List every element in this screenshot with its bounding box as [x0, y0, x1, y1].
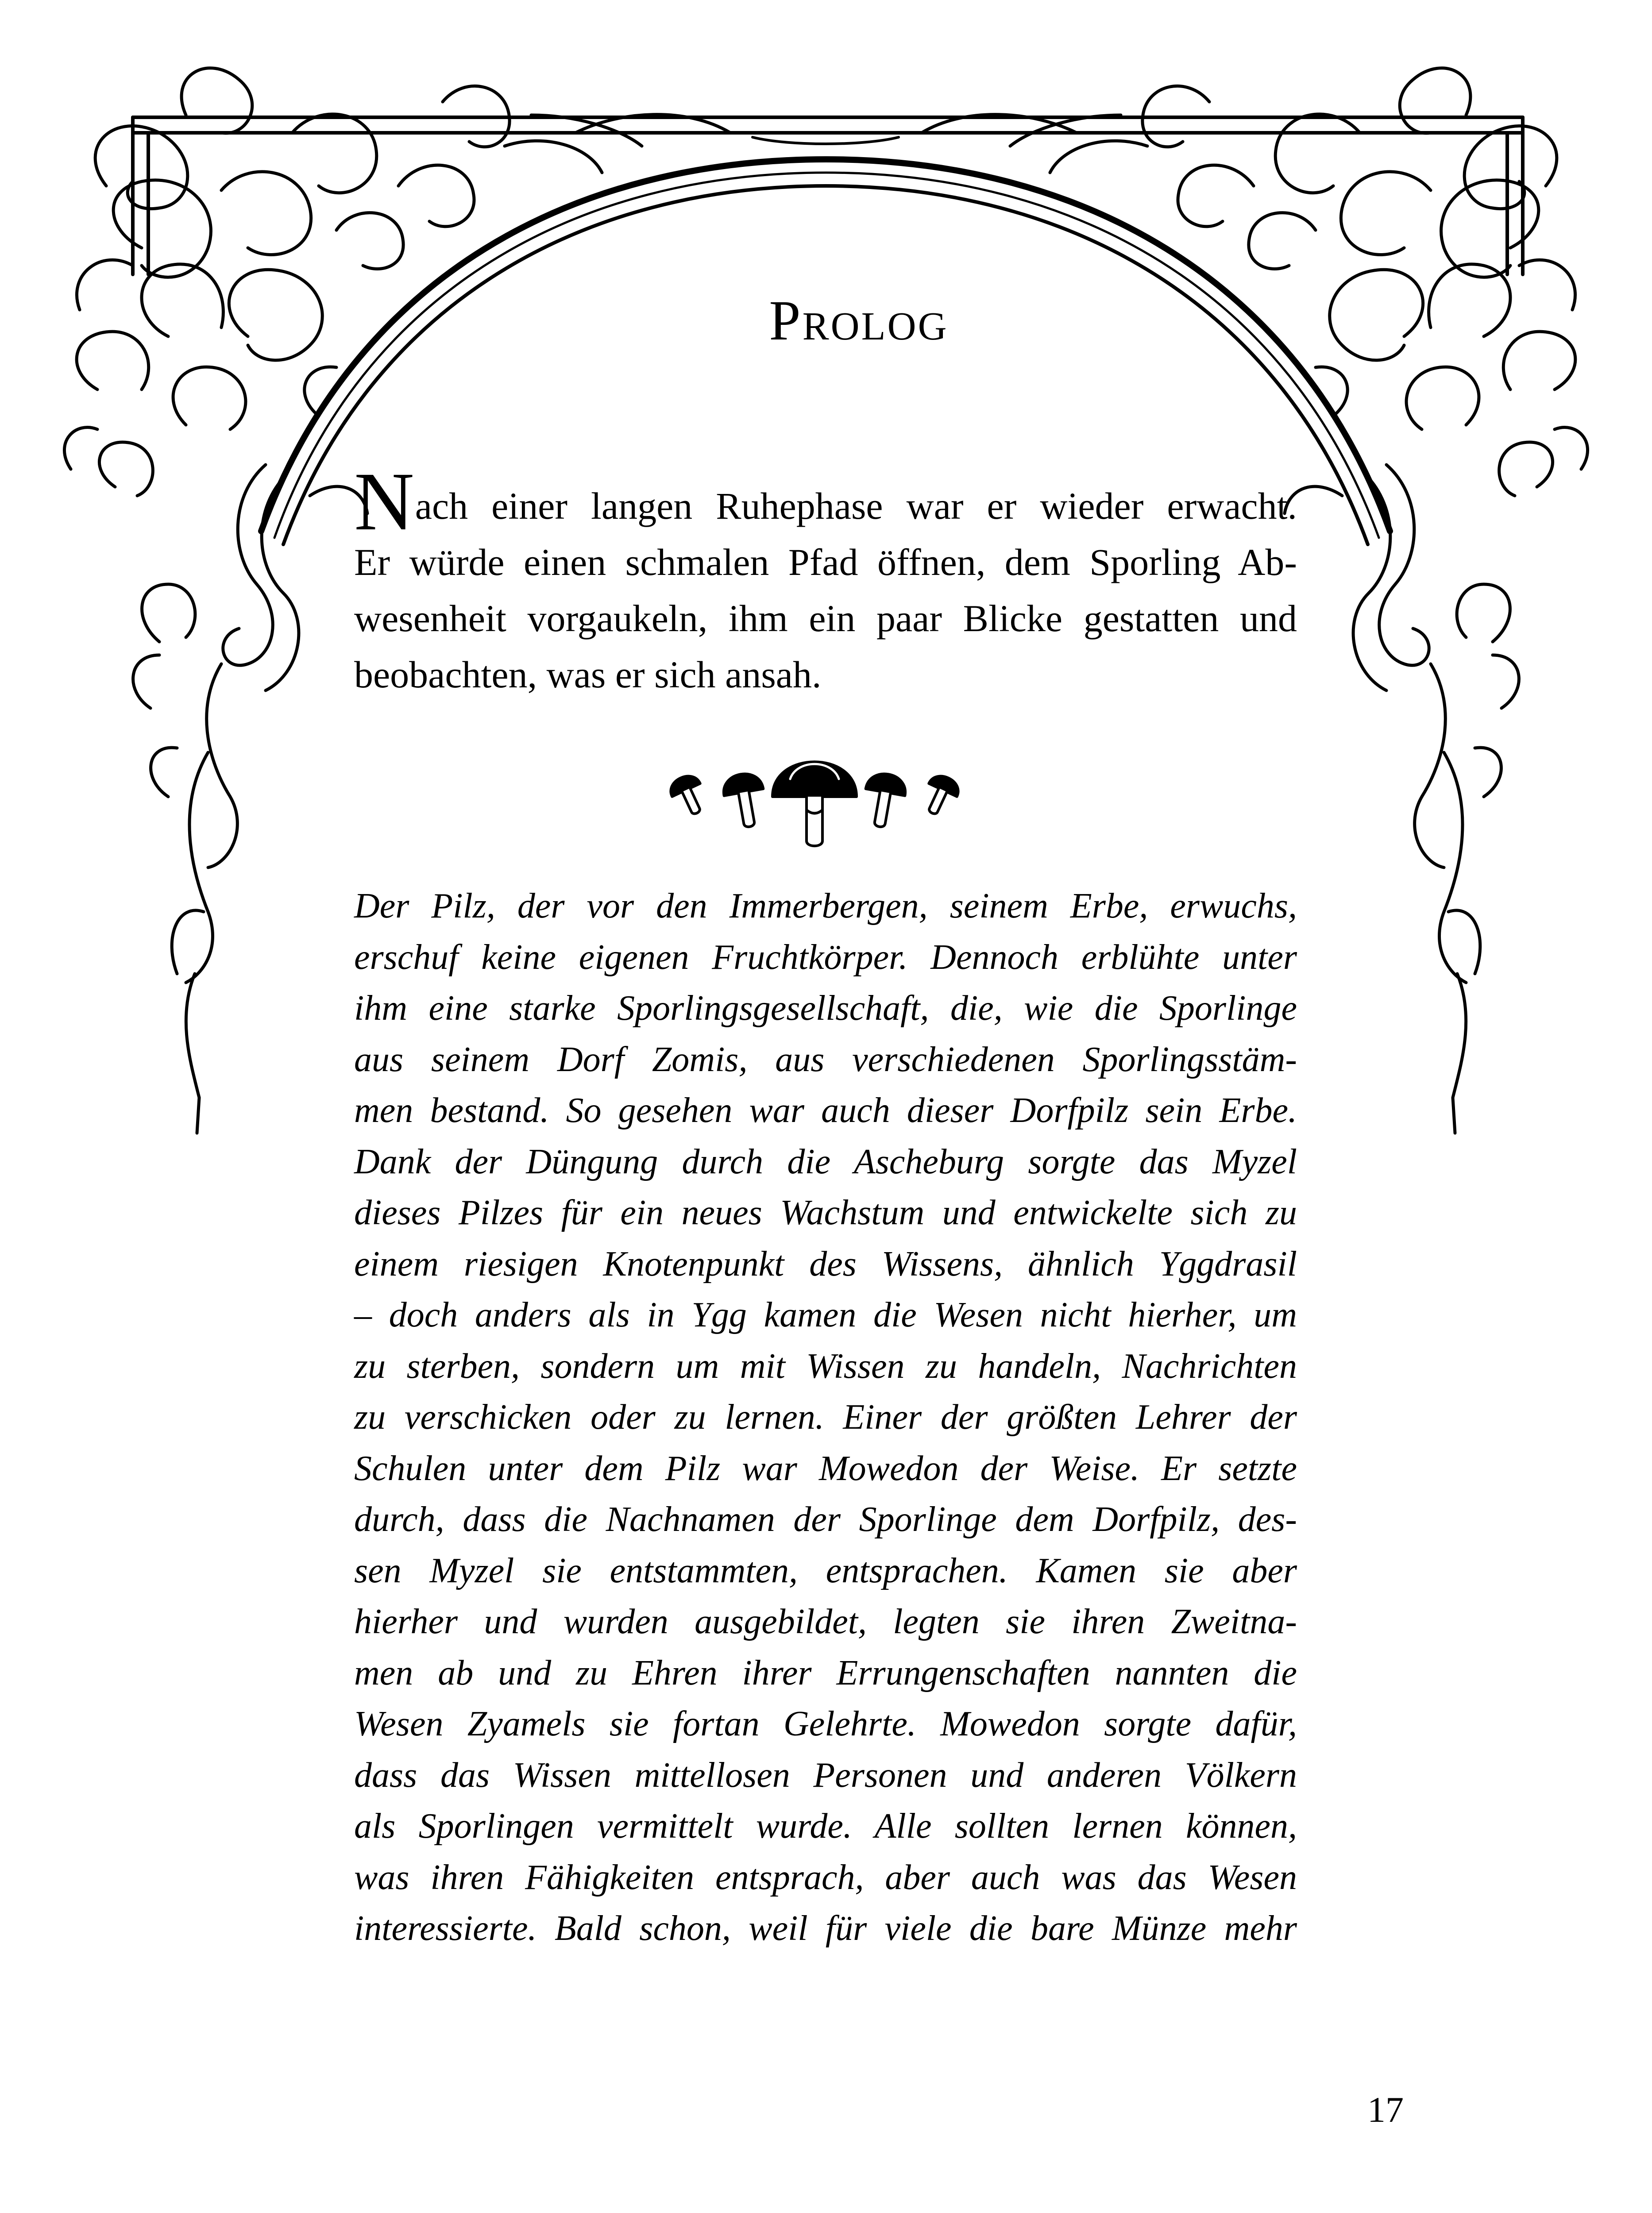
body-line: dieses Pilzes für ein neues Wachstum und entwickelte sich zu — [354, 1193, 1297, 1232]
intro-line: Er würde einen schmalen Pfad öffnen, dem Sporling Ab- — [354, 541, 1297, 583]
body-line: interessierte. Bald schon, weil für viele die bare Münze mehr — [354, 1909, 1297, 1948]
body-line: Wesen Zyamels sie fortan Gelehrte. Mowedon sorgte dafür, — [354, 1704, 1297, 1743]
body-line: dass das Wissen mittellosen Personen und anderen Völkern — [354, 1755, 1297, 1795]
body-line: erschuf keine eigenen Fruchtkörper. Dennoch erblühte unter — [354, 937, 1297, 977]
body-line: zu sterben, sondern um mit Wissen zu handeln, Nachrichten — [354, 1346, 1297, 1386]
body-line: Dank der Düngung durch die Ascheburg sorgte das Myzel — [354, 1142, 1297, 1181]
body-line: men ab und zu Ehren ihrer Errungenschaften nannten die — [354, 1653, 1297, 1693]
intro-line: wesenheit vorgaukeln, ihm ein paar Blicke gestatten und — [354, 597, 1297, 640]
drop-cap: N — [354, 455, 414, 547]
body-line: – doch anders als in Ygg kamen die Wesen nicht hierher, um — [354, 1295, 1297, 1334]
five-mushrooms-icon — [664, 744, 965, 863]
body-line: aus seinem Dorf Zomis, aus verschiedenen Sporlingsstäm- — [354, 1040, 1297, 1079]
body-line: men bestand. So gesehen war auch dieser Dorfpilz sein Erbe. — [354, 1091, 1297, 1130]
body-line: was ihren Fähigkeiten entsprach, aber auch was das Wesen — [354, 1858, 1297, 1897]
intro-line: beobachten, was er sich ansah. — [354, 653, 822, 696]
body-line: durch, dass die Nachnamen der Sporlinge dem Dorfpilz, des- — [354, 1500, 1297, 1539]
body-paragraph — [354, 881, 1297, 1955]
intro-paragraph — [354, 455, 1297, 703]
intro-line: Nach einer langen Ruhephase war er wieder erwacht. — [354, 455, 1297, 547]
body-line: Der Pilz, der vor den Immerbergen, seinem Erbe, erwuchs, — [354, 887, 1297, 925]
body-line: ihm eine starke Sporlingsgesellschaft, die, wie die Sporlinge — [354, 989, 1297, 1028]
page-number: 17 — [1367, 2090, 1404, 2130]
body-line: zu verschicken oder zu lernen. Einer der größten Lehrer der — [354, 1398, 1297, 1437]
chapter-title: Prolog — [769, 289, 949, 352]
body-line: einem riesigen Knotenpunkt des Wissens, ähnlich Yggdrasil — [354, 1244, 1297, 1284]
body-line: Schulen unter dem Pilz war Mowedon der Weise. Er setzte — [354, 1449, 1297, 1488]
body-line: sen Myzel sie entstammten, entsprachen. Kamen sie aber — [354, 1551, 1297, 1590]
body-line: als Sporlingen vermittelt wurde. Alle sollten lernen können, — [354, 1807, 1297, 1846]
body-line: hierher und wurden ausgebildet, legten sie ihren Zweitna- — [354, 1602, 1297, 1641]
